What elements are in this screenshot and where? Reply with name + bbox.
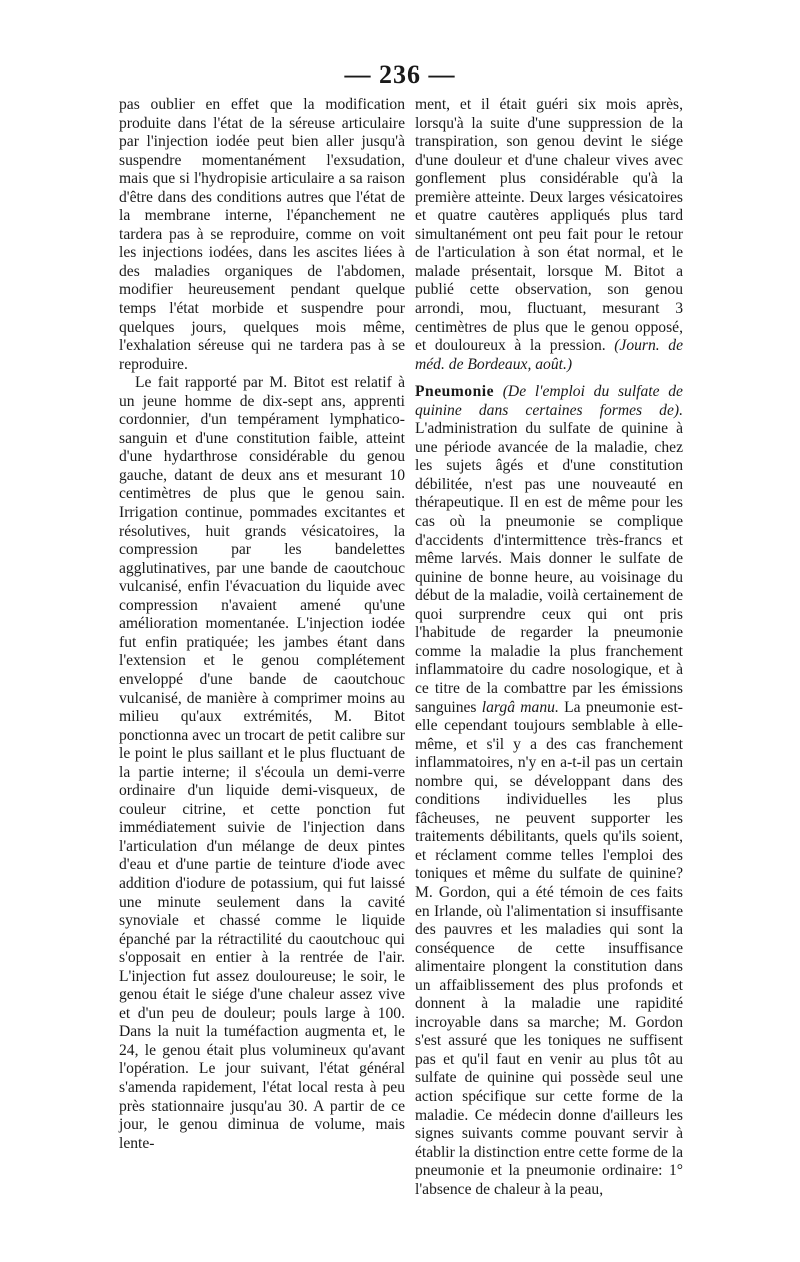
page-number: — 236 — bbox=[344, 60, 456, 89]
paragraph-text: L'administration du sulfate de quinine à une période avancée de la maladie, chez les sujets âgés et d'une constitution débilitée, n'est pas une nouveauté en thérapeutique. Il en est de même pour les cas où la pneumonie se complique d'accidents d'intermittence très-francs et même larvés. Mais donner le sulfate de quinine de bonne heure, au voisinage du début de la maladie, voilà certainement de quoi surprendre ceux qui ont pris l'habitude de regarder la pneumonie comme la maladie la plus franchement inflammatoire du cadre nosologique, et à ce titre de la combattre par les émissions sanguines bbox=[415, 420, 683, 716]
paragraph-text: ment, et il était guéri six mois après, lorsqu'à la suite d'une suppression de la transpiration, son genou devint le siége d'une douleur et d'une chaleur vives avec gonflement plus considérable qu'à la première atteinte. Deux larges vésicatoires et quatre cautères appliqués plus tard simultanément ont peu fait pour le retour de l'articulation à son état normal, et le malade présentait, lorsque M. Bitot a publié cette observation, son genou arrondi, mou, fluctuant, mesurant 3 centimètres de plus que le genou opposé, et douloureux à la pression. bbox=[415, 96, 683, 355]
left-column bbox=[119, 96, 405, 1153]
paragraph: pas oublier en effet que la modification produite dans l'état de la séreuse articulaire par l'injection iodée peut bien aller jusqu'à suspendre momentanément l'exsudation, mais que si l'hydropisie articulaire a sa raison d'être dans des conditions autres que l'état de la membrane interne, l'épanchement ne tardera pas à se reproduire, comme on voit les injections iodées, dans les ascites liées à des maladies organiques de l'abdomen, modifier heureusement pendant quelque temps l'état morbide et suspendre pour quelques jours, quelques mois même, l'exhalation séreuse qui ne tardera pas à se reproduire. bbox=[119, 96, 405, 373]
paragraph: Le fait rapporté par M. Bitot est relatif à un jeune homme de dix-sept ans, apprenti cordonnier, d'un tempérament lymphatico-sanguin et d'une constitution faible, atteint d'une hydarthrose considérable du genou gauche, datant de deux ans et mesurant 10 centimètres de plus que le genou sain. Irrigation continue, pommades excitantes et résolutives, huit grands vésicatoires, la compression par les bandelettes agglutinatives, par une bande de caoutchouc vulcanisé, enfin l'évacuation du liquide avec compression n'avaient amené qu'une amélioration momentanée. L'injection iodée fut enfin pratiquée; les jambes étant dans l'extension et le genou complétement enveloppé d'une bande de caoutchouc vulcanisé, de manière à comprimer moins au milieu qu'aux extrémités, M. Bitot ponctionna avec un trocart de petit calibre sur le point le plus saillant et le plus fluctuant de la partie interne; il s'écoula un demi-verre ordinaire d'un liquide demi-visqueux, de couleur citrine, et cette ponction fut immédiatement suivie de l'injection dans l'articulation d'un mélange de deux pintes d'eau et d'une partie de teinture d'iode avec addition d'iodure de potassium, qui fut laissé une minute seulement dans la cavité synoviale et chassé comme le liquide épanché par la rétractilité du caoutchouc qui s'opposait en entier à la rentrée de l'air. L'injection fut assez douloureuse; le soir, le genou était le siége d'une chaleur assez vive et d'un peu de douleur; pouls large à 100. Dans la nuit la tuméfaction augmenta et, le 24, le genou était plus volumineux qu'avant l'opération. Le jour suivant, l'état général s'amenda rapidement, l'état local resta à peu près stationnaire jusqu'au 30. A partir de ce jour, le genou diminua de volume, mais lente- bbox=[119, 374, 405, 1152]
latin-phrase: largâ manu. bbox=[481, 698, 559, 716]
section-paragraph bbox=[415, 383, 683, 1199]
paragraph-text: La pneumonie est-elle cependant toujours semblable à elle-même, et s'il y a des cas franchement inflammatoires, n'y en a-t-il pas un certain nombre qui, se développant dans des conditions individuelles les plus fâcheuses, ne peuvent supporter les traitements débilitants, quels qu'ils soient, et réclament comme telles l'emploi des toniques et même du sulfate de quinine? M. Gordon, qui a été témoin de ces faits en Irlande, où l'alimentation si insuffisante des pauvres et les maladies qui sont la conséquence de cette insuffisance alimentaire plongent la constitution dans un affaiblissement des plus profonds et donnent à la maladie une rapidité incroyable dans sa marche; M. Gordon s'est assuré que les toniques ne suffisent pas et qu'il faut en venir au plus tôt au sulfate de quinine qui possède seul une action spécifique sur cette forme de la maladie. Ce médecin donne d'ailleurs les signes suivants comme pouvant servir à établir la distinction entre cette forme de la pneumonie et la pneumonie ordinaire: 1° l'absence de chaleur à la peau, bbox=[415, 698, 684, 1198]
section-subtitle: (De l'emploi du sulfate de quinine dans certaines formes de). bbox=[415, 383, 683, 419]
right-column bbox=[415, 96, 683, 1199]
citation: (Journ. de méd. de Bordeaux, août.) bbox=[415, 337, 683, 373]
section-heading: Pneumonie bbox=[415, 383, 495, 401]
paragraph bbox=[415, 96, 683, 374]
